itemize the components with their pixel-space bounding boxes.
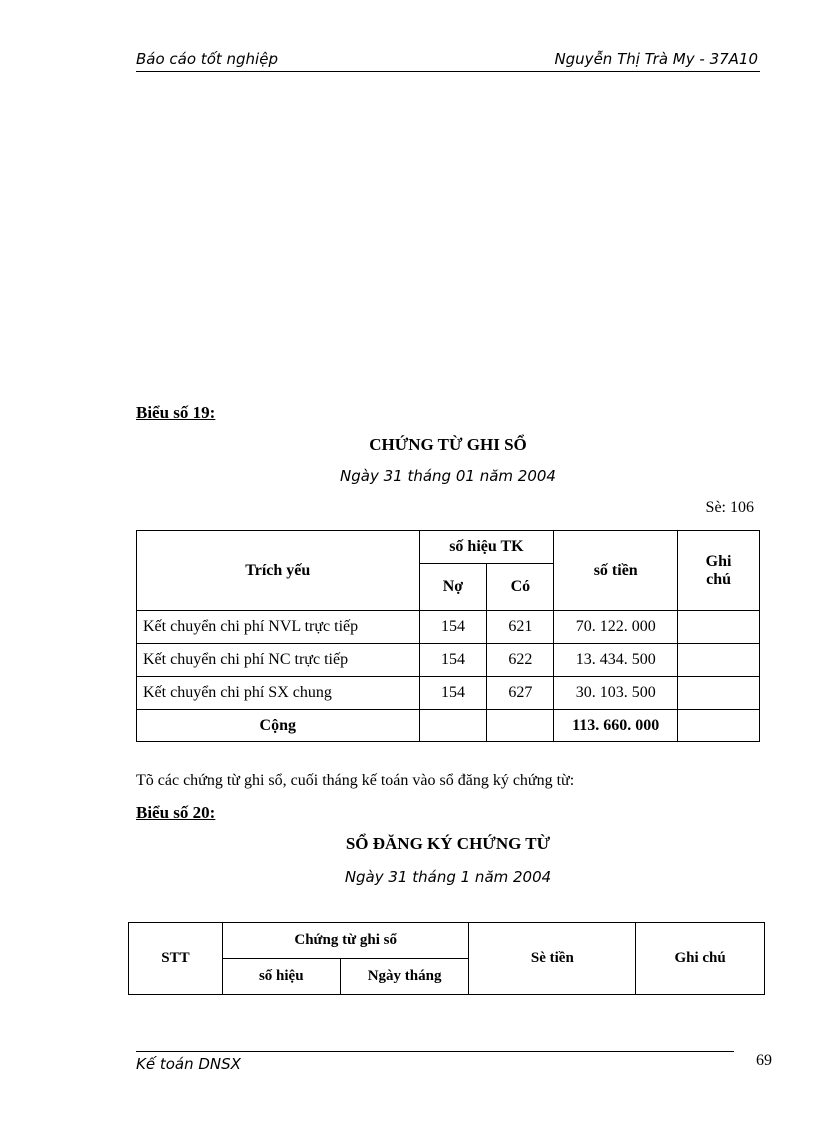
header-chung-tu-ghi-so: Chứng từ ghi sổ bbox=[222, 923, 469, 959]
row-no: 154 bbox=[419, 644, 487, 677]
header-stt: STT bbox=[129, 923, 223, 995]
row-amount: 13. 434. 500 bbox=[554, 644, 678, 677]
page-number: 69 bbox=[756, 1052, 772, 1069]
bieu-20-label: Biểu số 20: bbox=[136, 803, 216, 822]
bieu-19-title: CHỨNG TỪ GHI SỔ bbox=[369, 435, 527, 454]
bieu-19-label: Biểu số 19: bbox=[136, 403, 216, 422]
total-no-empty bbox=[419, 710, 487, 742]
header-right: Nguyễn Thị Trà My - 37A10 bbox=[554, 50, 758, 68]
footer-left: Kế toán DNSX bbox=[136, 1055, 241, 1073]
row-note bbox=[678, 644, 760, 677]
table-row bbox=[137, 677, 760, 710]
chung-tu-ghi-so-table bbox=[136, 530, 760, 742]
row-co: 621 bbox=[487, 611, 554, 644]
row-desc: Kết chuyển chi phí NC trực tiếp bbox=[137, 644, 420, 677]
header-ghi-chu-line2: chú bbox=[706, 570, 731, 588]
total-amount: 113. 660. 000 bbox=[554, 710, 678, 742]
header-trich-yeu: Trích yếu bbox=[137, 531, 420, 611]
header-so-hieu: số hiệu bbox=[222, 959, 340, 995]
header-ghi-chu: Ghi chú bbox=[636, 923, 765, 995]
table-row bbox=[137, 644, 760, 677]
bieu-20-date: Ngày 31 tháng 1 năm 2004 bbox=[344, 868, 552, 886]
row-note bbox=[678, 611, 760, 644]
transition-paragraph: Tõ các chứng từ ghi sổ, cuối tháng kế toán vào sổ đăng ký chứng từ: bbox=[136, 772, 575, 789]
row-co: 627 bbox=[487, 677, 554, 710]
header-so-tien: số tiền bbox=[554, 531, 678, 611]
bieu-19-date: Ngày 31 tháng 01 năm 2004 bbox=[340, 467, 556, 485]
row-amount: 30. 103. 500 bbox=[554, 677, 678, 710]
header-divider bbox=[136, 71, 760, 72]
row-no: 154 bbox=[419, 677, 487, 710]
row-note bbox=[678, 677, 760, 710]
bieu-20-title: SỔ ĐĂNG KÝ CHỨNG TỪ bbox=[345, 834, 551, 853]
header-ghi-chu bbox=[678, 531, 760, 611]
header-ngay-thang: Ngày tháng bbox=[340, 959, 469, 995]
row-desc: Kết chuyển chi phí SX chung bbox=[137, 677, 420, 710]
table-row bbox=[137, 611, 760, 644]
header-ghi-chu-line1: Ghi bbox=[705, 552, 732, 570]
header-no: Nợ bbox=[419, 564, 487, 611]
header-so-tien: Sè tiền bbox=[469, 923, 636, 995]
total-label: Cộng bbox=[137, 710, 420, 742]
so-dang-ky-chung-tu-table bbox=[128, 922, 765, 995]
total-row bbox=[137, 710, 760, 742]
header-co: Có bbox=[487, 564, 554, 611]
document-number: Sè: 106 bbox=[705, 499, 754, 516]
total-co-empty bbox=[487, 710, 554, 742]
row-no: 154 bbox=[419, 611, 487, 644]
row-co: 622 bbox=[487, 644, 554, 677]
row-desc: Kết chuyển chi phí NVL trực tiếp bbox=[137, 611, 420, 644]
header-left: Báo cáo tốt nghiệp bbox=[136, 50, 278, 68]
header-so-hieu-tk: số hiệu TK bbox=[419, 531, 554, 564]
row-amount: 70. 122. 000 bbox=[554, 611, 678, 644]
footer-divider bbox=[136, 1051, 734, 1052]
total-note-empty bbox=[678, 710, 760, 742]
